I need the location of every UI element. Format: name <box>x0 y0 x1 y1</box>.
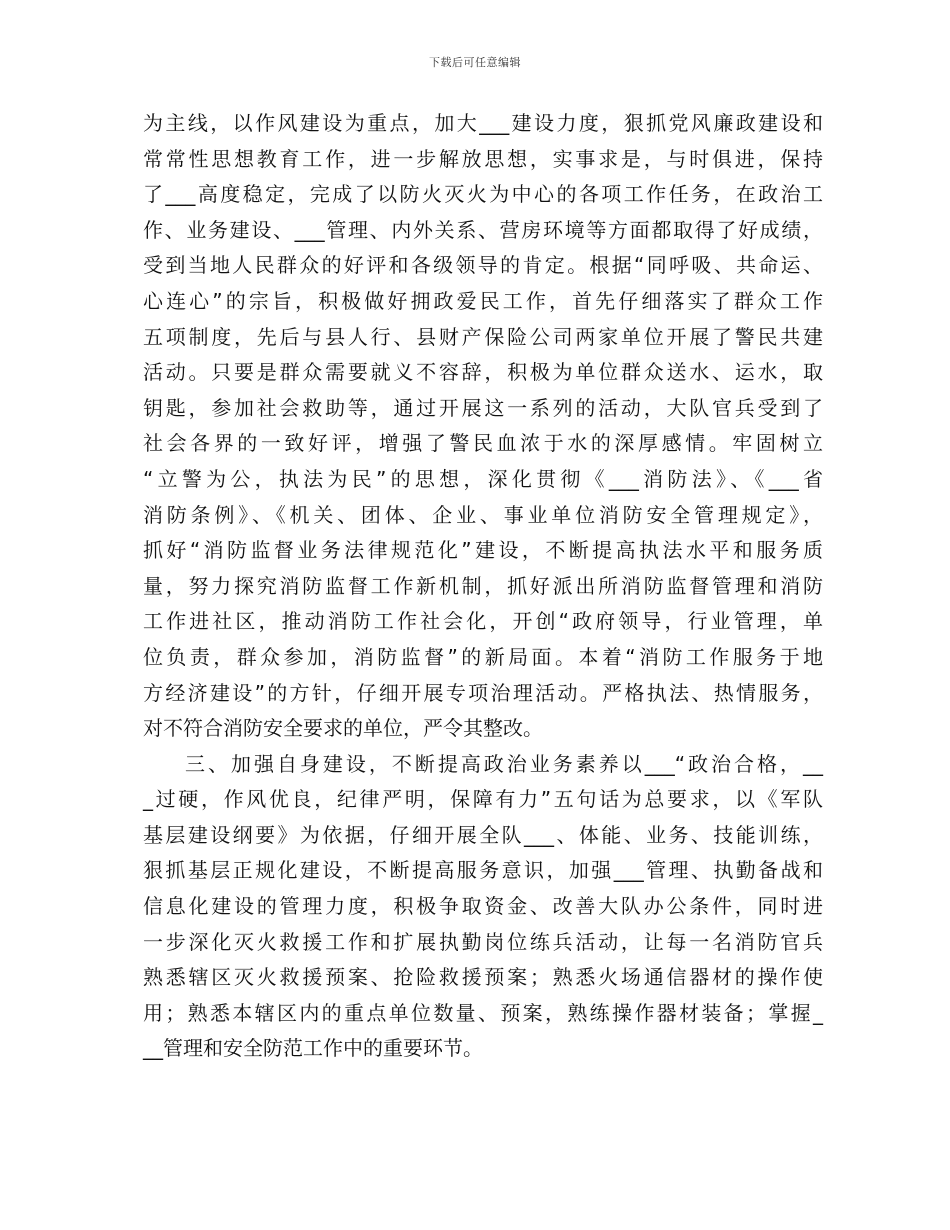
text-line: 工作进社区，推动消防工作社会化，开创“政府领导，行业管理，单 <box>143 609 823 634</box>
text-line: 了___高度稳定，完成了以防火灭火为中心的各项工作任务，在政治工 <box>143 182 823 207</box>
text-line: 社会各界的一致好评，增强了警民血浓于水的深厚感情。牢固树立 <box>143 431 823 456</box>
text-line: 位负责，群众参加，消防监督”的新局面。本着“消防工作服务于地 <box>143 644 823 669</box>
text-line: 作、业务建设、___管理、内外关系、营房环境等方面都取得了好成绩， <box>143 217 823 242</box>
text-line: 信息化建设的管理力度，积极争取资金、改善大队办公条件，同时进 <box>143 894 823 919</box>
paragraph-1 <box>143 106 823 747</box>
text-line: 抓好“消防监督业务法律规范化”建设，不断提高执法水平和服务质 <box>143 538 823 563</box>
text-line: “立警为公，执法为民”的思想，深化贯彻《___消防法》、《___省 <box>143 466 823 491</box>
page-header-note: 下载后可任意编辑 <box>429 56 521 69</box>
text-line: 熟悉辖区灭火救援预案、抢险救援预案；熟悉火场通信器材的操作使 <box>143 965 823 990</box>
text-line: 三、加强自身建设，不断提高政治业务素养以___“政治合格，__ <box>185 751 823 776</box>
text-line: __管理和安全防范工作中的重要环节。 <box>143 1036 483 1061</box>
text-line: 常常性思想教育工作，进一步解放思想，实事求是，与时俱进，保持 <box>143 146 823 171</box>
text-line: 对不符合消防安全要求的单位，严令其整改。 <box>143 716 543 741</box>
text-line: 方经济建设”的方针，仔细开展专项治理活动。严格执法、热情服务， <box>143 680 823 705</box>
text-line: 狠抓基层正规化建设，不断提高服务意识，加强___管理、执勤备战和 <box>143 858 823 883</box>
text-line: 五项制度，先后与县人行、县财产保险公司两家单位开展了警民共建 <box>143 324 823 349</box>
text-line: 为主线，以作风建设为重点，加大___建设力度，狠抓党风廉政建设和 <box>143 111 823 135</box>
text-line: 活动。只要是群众需要就义不容辞，积极为单位群众送水、运水，取 <box>143 360 823 385</box>
text-line: 钥匙，参加社会救助等，通过开展这一系列的活动，大队官兵受到了 <box>143 395 823 420</box>
paragraph-2 <box>143 747 823 1067</box>
text-line: _过硬，作风优良，纪律严明，保障有力”五句话为总要求，以《军队 <box>143 787 823 812</box>
text-line: 心连心”的宗旨，积极做好拥政爱民工作，首先仔细落实了群众工作 <box>143 288 823 313</box>
document-body <box>143 106 823 1067</box>
text-line: 基层建设纲要》为依据，仔细开展全队___、体能、业务、技能训练， <box>143 822 823 847</box>
text-line: 用；熟悉本辖区内的重点单位数量、预案，熟练操作器材装备；掌握_ <box>143 1000 823 1025</box>
text-line: 受到当地人民群众的好评和各级领导的肯定。根据“同呼吸、共命运、 <box>143 253 823 278</box>
text-line: 量，努力探究消防监督工作新机制，抓好派出所消防监督管理和消防 <box>143 573 823 598</box>
text-line: 一步深化灭火救援工作和扩展执勤岗位练兵活动，让每一名消防官兵 <box>143 929 823 954</box>
text-line: 消防条例》、《机关、团体、企业、事业单位消防安全管理规定》， <box>143 502 823 527</box>
